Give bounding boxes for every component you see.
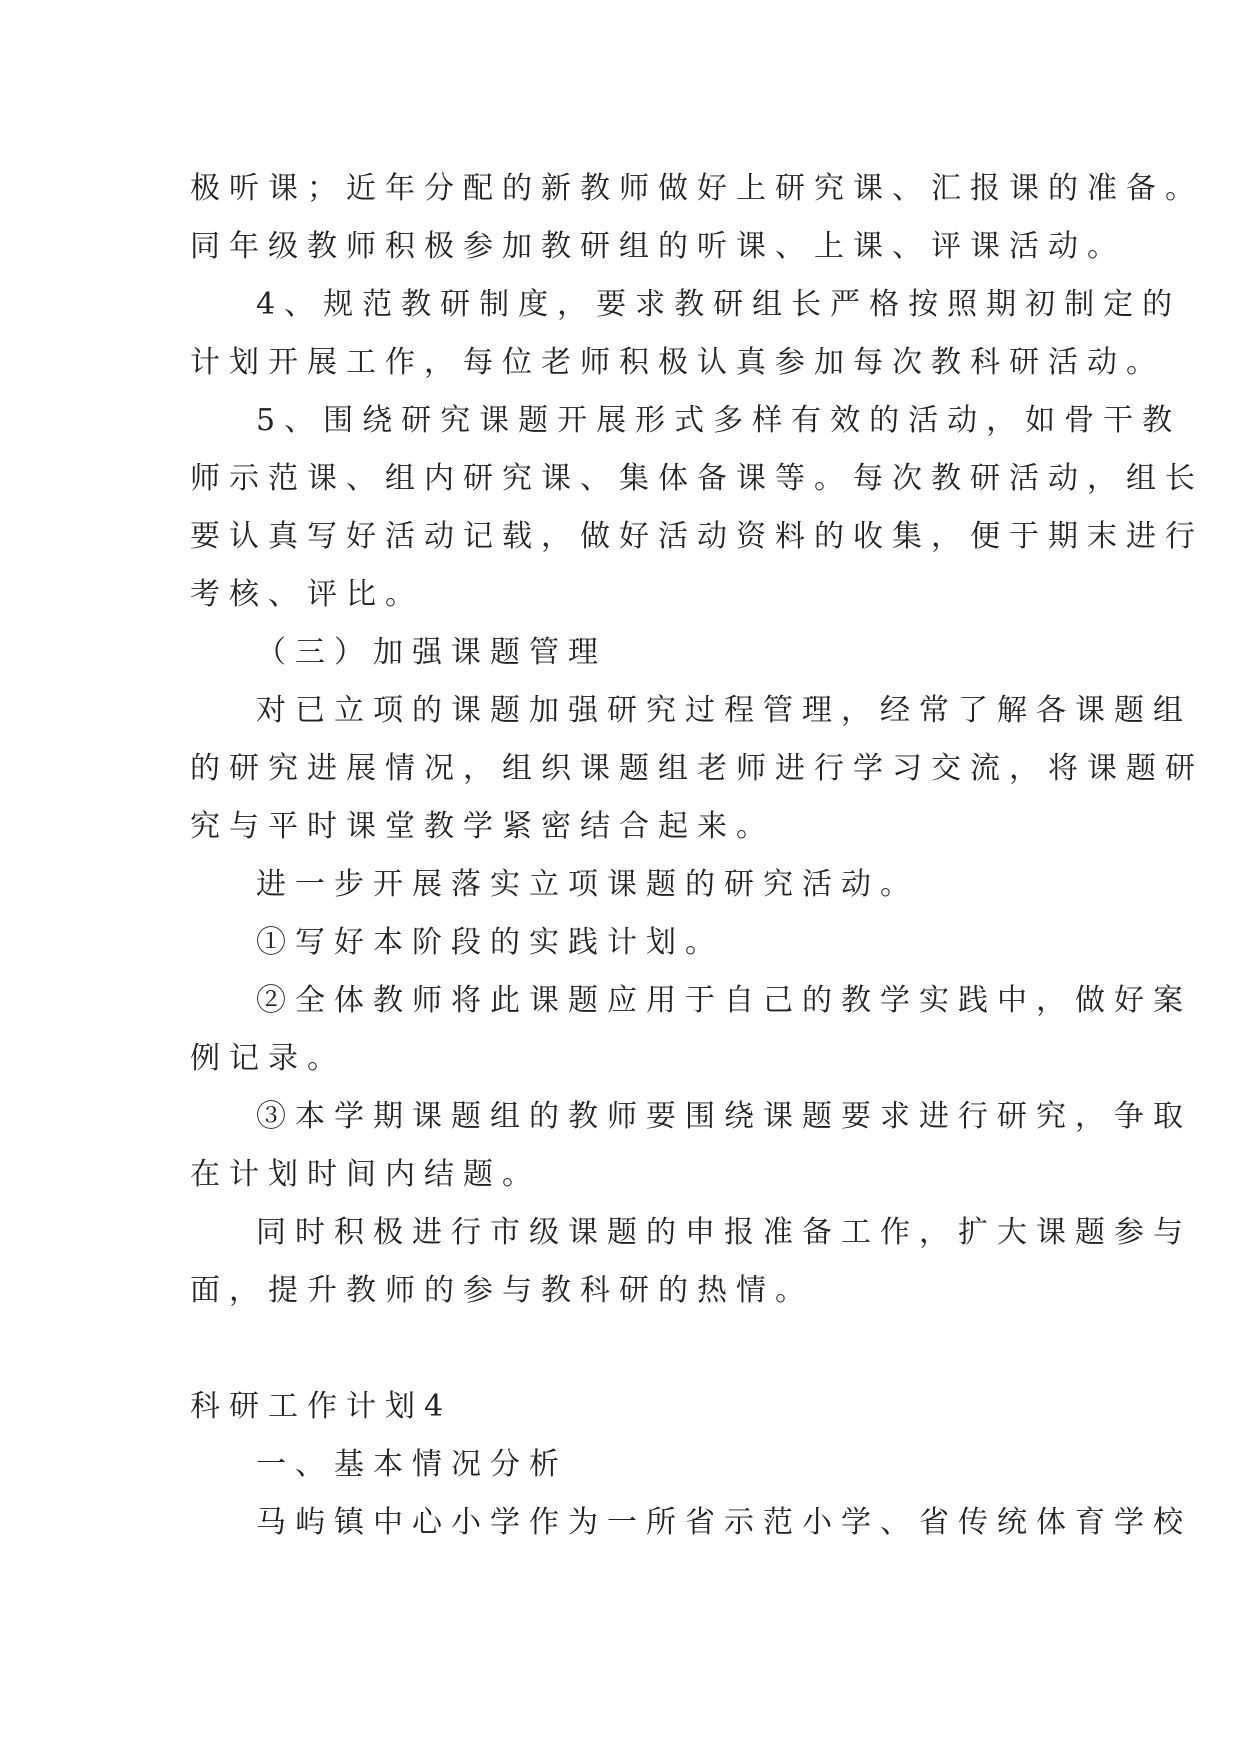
text-line: 在计划时间内结题。 — [190, 1157, 541, 1192]
text-line: 同年级教师积极参加教研组的听课、上课、评课活动。 — [190, 229, 1126, 264]
document-title: 科研工作计划4 — [190, 1389, 453, 1424]
paragraph-start: 进一步开展落实立项课题的研究活动。 — [256, 867, 919, 902]
section-heading: 一、基本情况分析 — [256, 1447, 568, 1482]
list-item: ③本学期课题组的教师要围绕课题要求进行研究，争取 — [256, 1099, 1192, 1134]
text-line: 计划开展工作，每位老师积极认真参加每次教科研活动。 — [190, 345, 1165, 380]
document-body — [190, 160, 1204, 1552]
paragraph-start: 4、规范教研制度，要求教研组长严格按照期初制定的 — [256, 287, 1182, 322]
text-line: 要认真写好活动记载，做好活动资料的收集，便于期末进行 — [190, 519, 1204, 554]
list-item: ②全体教师将此课题应用于自己的教学实践中，做好案 — [256, 983, 1192, 1018]
text-line: 考核、评比。 — [190, 577, 424, 612]
text-line: 的研究进展情况，组织课题组老师进行学习交流，将课题研 — [190, 751, 1204, 786]
list-item: ①写好本阶段的实践计划。 — [256, 925, 724, 960]
text-line: 究与平时课堂教学紧密结合起来。 — [190, 809, 775, 844]
blank-line — [190, 1320, 1060, 1378]
paragraph-start: 同时积极进行市级课题的申报准备工作，扩大课题参与 — [256, 1215, 1192, 1250]
text-line: 例记录。 — [190, 1041, 346, 1076]
text-line: 面，提升教师的参与教科研的热情。 — [190, 1273, 814, 1308]
section-heading: （三）加强课题管理 — [256, 635, 607, 670]
paragraph-start: 5、围绕研究课题开展形式多样有效的活动，如骨干教 — [256, 403, 1182, 438]
paragraph-start: 马屿镇中心小学作为一所省示范小学、省传统体育学校 — [256, 1505, 1192, 1540]
paragraph-start: 对已立项的课题加强研究过程管理，经常了解各课题组 — [256, 693, 1192, 728]
text-line: 师示范课、组内研究课、集体备课等。每次教研活动，组长 — [190, 461, 1204, 496]
text-line: 极听课；近年分配的新教师做好上研究课、汇报课的准备。 — [190, 171, 1204, 206]
